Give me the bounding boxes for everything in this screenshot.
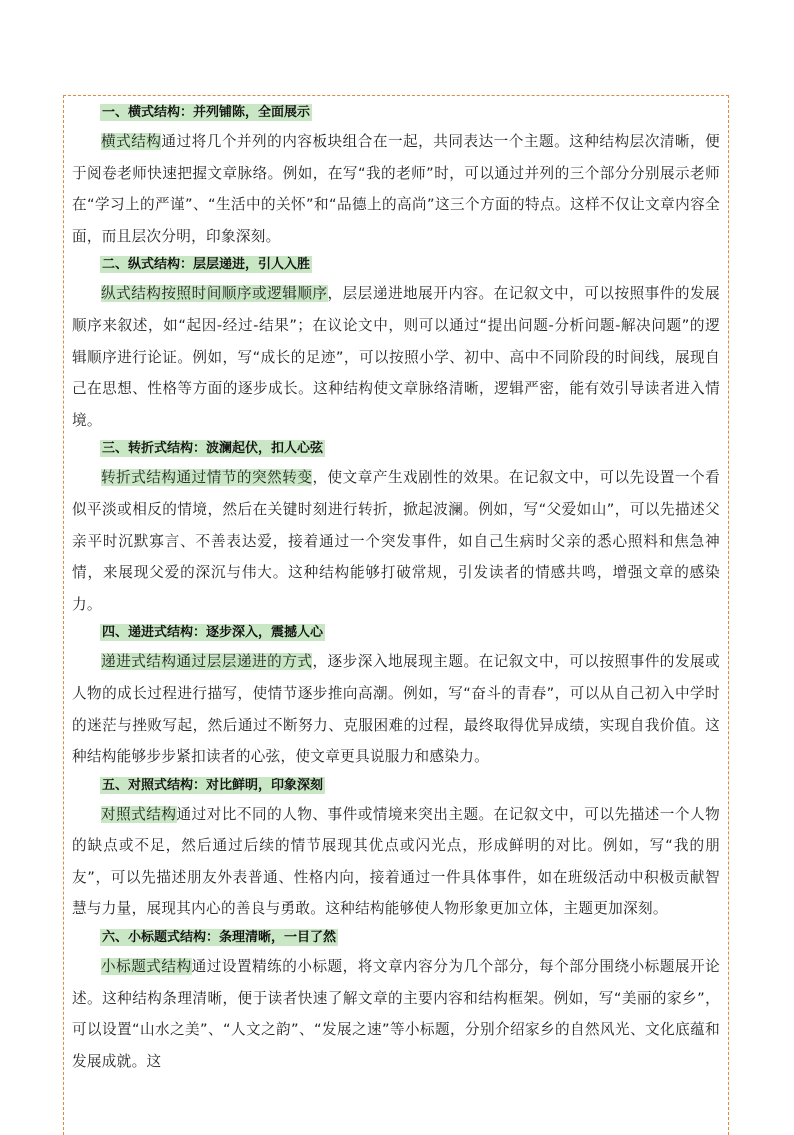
section-paragraph: 递进式结构通过层层递进的方式，逐步深入地展现主题。在记叙文中，可以按照事件的发展或人物的成长过程进行描写，使情节逐步推向高潮。例如，写“奋斗的青春”，可以从自己初入中学时的迷茫与挫败写起，然后通过不断努力、克服困难的过程，最终取得优异成绩，实现自我价值。这种结构能够步步紧扣读者的心弦，使文章更具说服力和感染力。 bbox=[72, 653, 720, 766]
section-paragraph: 横式结构通过将几个并列的内容板块组合在一起，共同表达一个主题。这种结构层次清晰，便于阅卷老师快速把握文章脉络。例如，在写“我的老师”时，可以通过并列的三个部分分别展示老师在“学习上的严谨”、“生活中的关怀”和“品德上的高尚”这三个方面的特点。这样不仅让文章内容全面，而且层次分明，印象深刻。 bbox=[72, 133, 721, 245]
highlighted-term: 横式结构 bbox=[101, 133, 162, 150]
highlighted-term: 纵式结构按照时间顺序或逻辑顺序 bbox=[101, 285, 328, 303]
section-heading: 五、对照式结构：对比鲜明，印象深刻 bbox=[102, 777, 324, 793]
section-paragraph: 转折式结构通过情节的突然转变，使文章产生戏剧性的效果。在记叙文中，可以先设置一个看似平淡或相反的情境，然后在关键时刻进行转折，掀起波澜。例如，写“父爱如山”，可以先描述父亲平时沉默寡言、不善表达爱，接着通过一个突发事件，如自己生病时父亲的悉心照料和焦急神情，来展现父爱的深沉与伟大。这种结构能够打破常规，引发读者的情感共鸣，增强文章的感染力。 bbox=[72, 469, 720, 613]
section-heading: 六、小标题式结构：条理清晰，一目了然 bbox=[102, 930, 337, 946]
section-paragraph: 对照式结构通过对比不同的人物、事件或情境来突出主题。在记叙文中，可以先描述一个人物的缺点或不足，然后通过后续的情节展现其优点或闪光点，形成鲜明的对比。例如，写“我的朋友”，可以先描述朋友外表普通、性格内向，接着通过一件具体事件，如在班级活动中积极贡献智慧与力量，展现其内心的善良与勇敢。这种结构能够使人物形象更加立体，主题更加深刻。 bbox=[72, 805, 720, 918]
section-subtitle-structure bbox=[72, 925, 720, 1077]
section-progressive-structure bbox=[72, 620, 720, 772]
section-paragraph: 纵式结构按照时间顺序或逻辑顺序，层层递进地展开内容。在记叙文中，可以按照事件的发展顺序来叙述，如“起因-经过-结果”；在议论文中，则可以通过“提出问题-分析问题-解决问题”的逻辑顺序进行论证。例如，写“成长的足迹”，可以按照小学、初中、高中不同阶段的时间线，展现自己在思想、性格等方面的逐步成长。这种结构使文章脉络清晰，逻辑严密，能有效引导读者进入情境。 bbox=[72, 285, 720, 429]
section-contrast-structure bbox=[72, 773, 720, 925]
section-heading: 二、纵式结构：层层递进，引人入胜 bbox=[102, 257, 311, 273]
highlighted-term: 对照式结构 bbox=[101, 805, 177, 823]
highlighted-term: 递进式结构通过层层递进的方式 bbox=[101, 653, 313, 671]
section-heading: 四、递进式结构：逐步深入，震撼人心 bbox=[102, 625, 324, 641]
section-turning-structure bbox=[72, 436, 720, 620]
section-paragraph: 小标题式结构通过设置精练的小标题，将文章内容分为几个部分，每个部分围绕小标题展开论述。这种结构条理清晰，便于读者快速了解文章的主要内容和结构框架。例如，写“美丽的家乡”，可以设置“山水之美”、“人文之韵”、“发展之速”等小标题，分别介绍家乡的自然风光、文化底蕴和发展成就。这 bbox=[72, 958, 720, 1070]
highlighted-term: 小标题式结构 bbox=[101, 958, 192, 976]
section-horizontal-structure bbox=[72, 100, 720, 252]
section-heading: 一、横式结构：并列铺陈，全面展示 bbox=[102, 105, 311, 120]
section-vertical-structure bbox=[72, 252, 720, 436]
highlighted-term: 转折式结构通过情节的突然转变 bbox=[101, 469, 313, 487]
document-body bbox=[72, 100, 720, 1077]
section-heading: 三、转折式结构：波澜起伏，扣人心弦 bbox=[102, 441, 324, 457]
